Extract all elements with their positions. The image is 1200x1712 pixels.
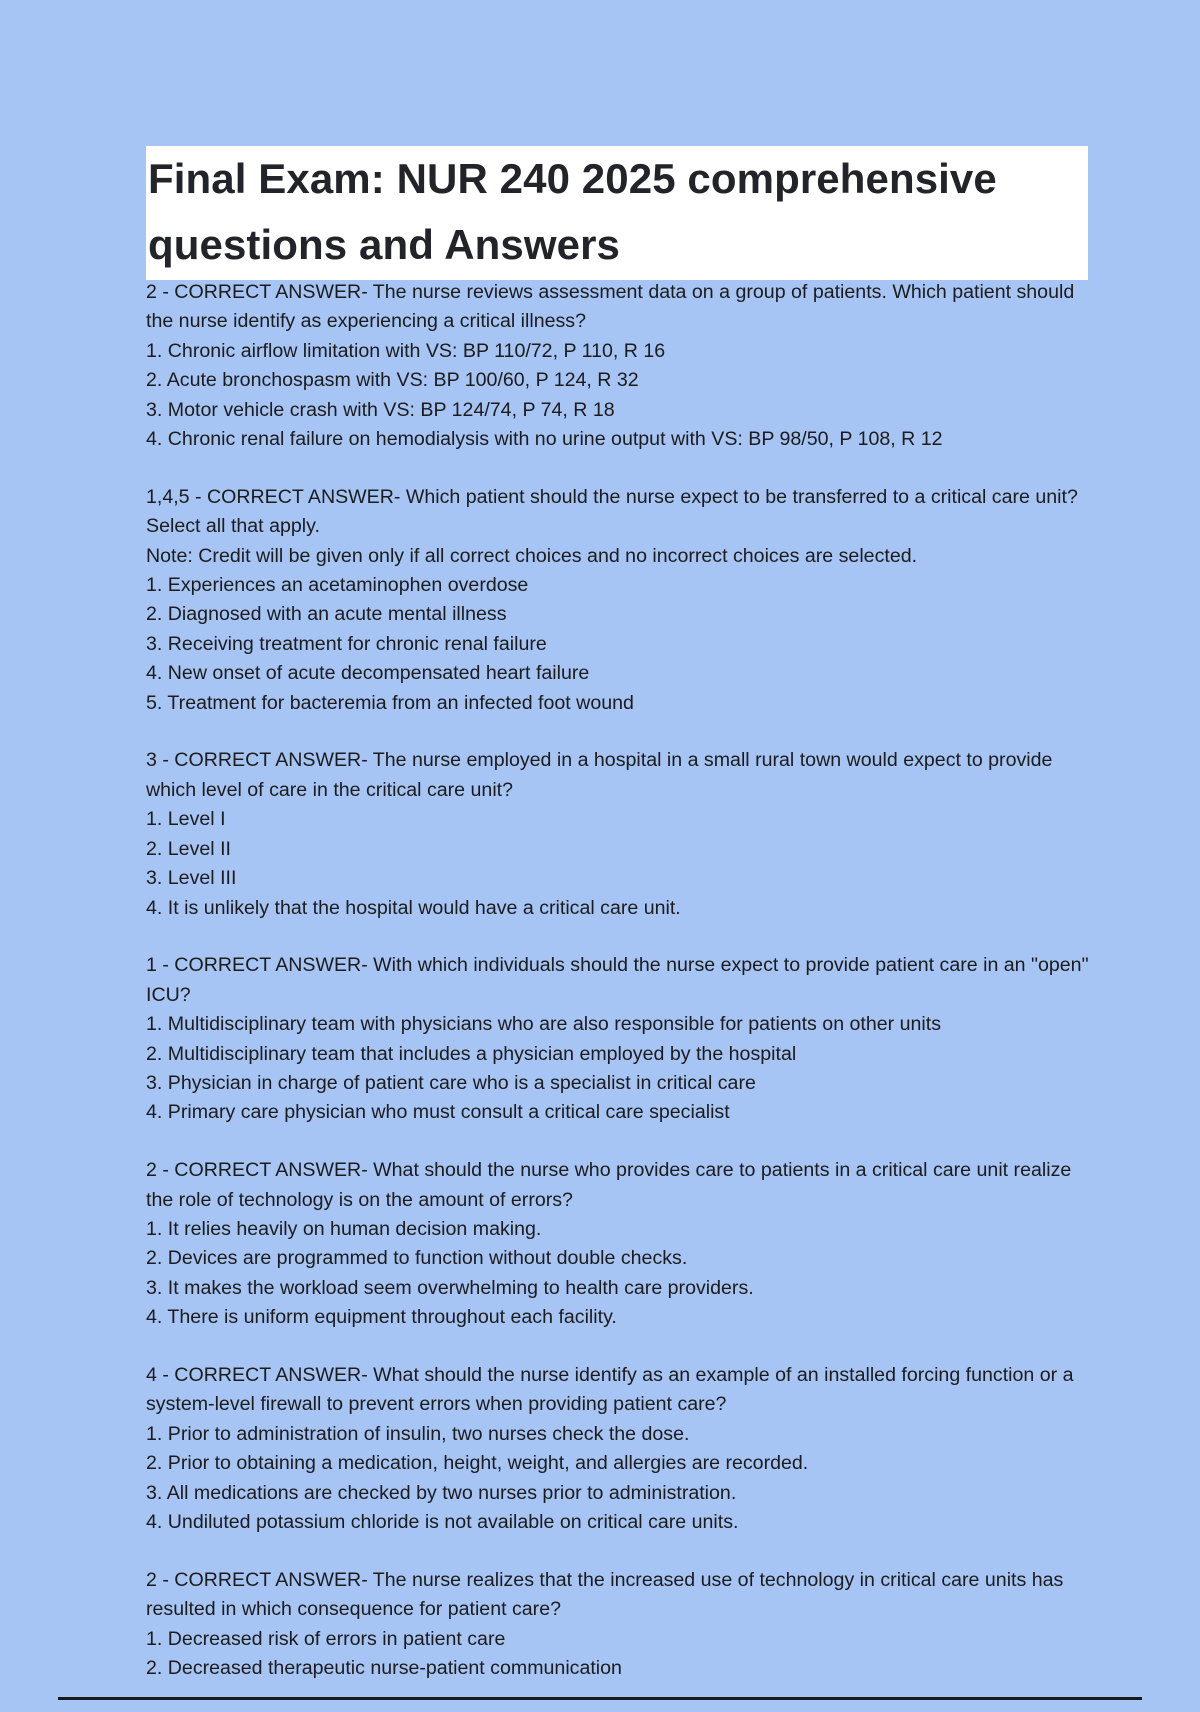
document-title: Final Exam: NUR 240 2025 comprehensive questions and Answers xyxy=(148,155,997,268)
answer-option: 4. There is uniform equipment throughout each facility. xyxy=(146,1306,617,1329)
title-box xyxy=(146,146,1088,280)
question-block xyxy=(146,483,1096,718)
answer-options xyxy=(146,1625,1096,1684)
answer-option: 3. Receiving treatment for chronic renal failure xyxy=(146,632,547,655)
question-note: Note: Credit will be given only if all correct choices and no incorrect choices are selected. xyxy=(146,544,918,567)
answer-option: 2. Diagnosed with an acute mental illness xyxy=(146,603,507,626)
answer-option: 3. All medications are checked by two nurses prior to administration. xyxy=(146,1481,737,1504)
question-block xyxy=(146,278,1096,454)
question-stem: 3 - CORRECT ANSWER- The nurse employed in a hospital in a small rural town would expect to provide which level of care in the critical care unit? xyxy=(146,749,1053,801)
answer-option: 1. Multidisciplinary team with physicians who are also responsible for patients on other units xyxy=(146,1013,942,1036)
answer-options xyxy=(146,571,1096,718)
question-stem: 2 - CORRECT ANSWER- What should the nurse who provides care to patients in a critical care unit realize the role of technology is on the amount of errors? xyxy=(146,1159,1072,1211)
answer-option: 2. Devices are programmed to function without double checks. xyxy=(146,1247,688,1270)
question-block xyxy=(146,1361,1096,1537)
question-stem: 2 - CORRECT ANSWER- The nurse realizes that the increased use of technology in critical care units has resulted in which consequence for patient care? xyxy=(146,1568,1064,1621)
answer-option: 4. It is unlikely that the hospital would have a critical care unit. xyxy=(146,896,681,919)
answer-option: 1. It relies heavily on human decision making. xyxy=(146,1217,542,1240)
question-stem: 2 - CORRECT ANSWER- The nurse reviews assessment data on a group of patients. Which patient should the nurse identify as experiencing a critical illness? xyxy=(146,281,1075,333)
answer-option: 1. Level I xyxy=(146,808,226,831)
answer-option: 3. Physician in charge of patient care who is a specialist in critical care xyxy=(146,1071,756,1094)
answer-options xyxy=(146,1010,1096,1128)
answer-option: 1. Chronic airflow limitation with VS: BP 110/72, P 110, R 16 xyxy=(146,339,666,362)
answer-option: 1. Decreased risk of errors in patient care xyxy=(146,1627,506,1650)
answer-option: 2. Acute bronchospasm with VS: BP 100/60, P 124, R 32 xyxy=(146,369,639,392)
answer-options xyxy=(146,805,1096,923)
questions-list xyxy=(146,278,1096,1712)
question-stem: 1 - CORRECT ANSWER- With which individuals should the nurse expect to provide patient care in an "open" ICU? xyxy=(146,954,1089,1006)
answer-options xyxy=(146,1420,1096,1538)
answer-option: 4. New onset of acute decompensated heart failure xyxy=(146,662,590,685)
question-stem: 4 - CORRECT ANSWER- What should the nurse identify as an example of an installed forcing function or a system-level firewall to prevent errors when providing patient care? xyxy=(146,1363,1074,1416)
answer-option: 2. Decreased therapeutic nurse-patient communication xyxy=(146,1657,622,1679)
answer-option: 3. It makes the workload seem overwhelming to health care providers. xyxy=(146,1276,754,1299)
answer-option: 2. Prior to obtaining a medication, height, weight, and allergies are recorded. xyxy=(146,1452,809,1475)
answer-option: 2. Level II xyxy=(146,837,231,860)
question-block xyxy=(146,951,1096,1127)
answer-option: 3. Motor vehicle crash with VS: BP 124/74, P 74, R 18 xyxy=(146,398,615,421)
answer-options xyxy=(146,1215,1096,1333)
answer-option: 2. Multidisciplinary team that includes a physician employed by the hospital xyxy=(146,1042,797,1065)
answer-options xyxy=(146,337,1096,455)
answer-option: 5. Treatment for bacteremia from an infected foot wound xyxy=(146,691,634,714)
answer-option: 4. Undiluted potassium chloride is not available on critical care units. xyxy=(146,1510,739,1533)
question-stem: 1,4,5 - CORRECT ANSWER- Which patient should the nurse expect to be transferred to a critical care unit? Select all that apply. xyxy=(146,485,1078,538)
question-block xyxy=(146,746,1096,922)
question-block xyxy=(146,1566,1096,1684)
question-block xyxy=(146,1156,1096,1332)
answer-option: 4. Chronic renal failure on hemodialysis with no urine output with VS: BP 98/50, P 108, R 12 xyxy=(146,428,943,451)
answer-option: 1. Prior to administration of insulin, two nurses check the dose. xyxy=(146,1422,690,1445)
answer-option: 1. Experiences an acetaminophen overdose xyxy=(146,574,529,597)
answer-option: 3. Level III xyxy=(146,867,237,890)
answer-option: 4. Primary care physician who must consult a critical care specialist xyxy=(146,1101,730,1124)
